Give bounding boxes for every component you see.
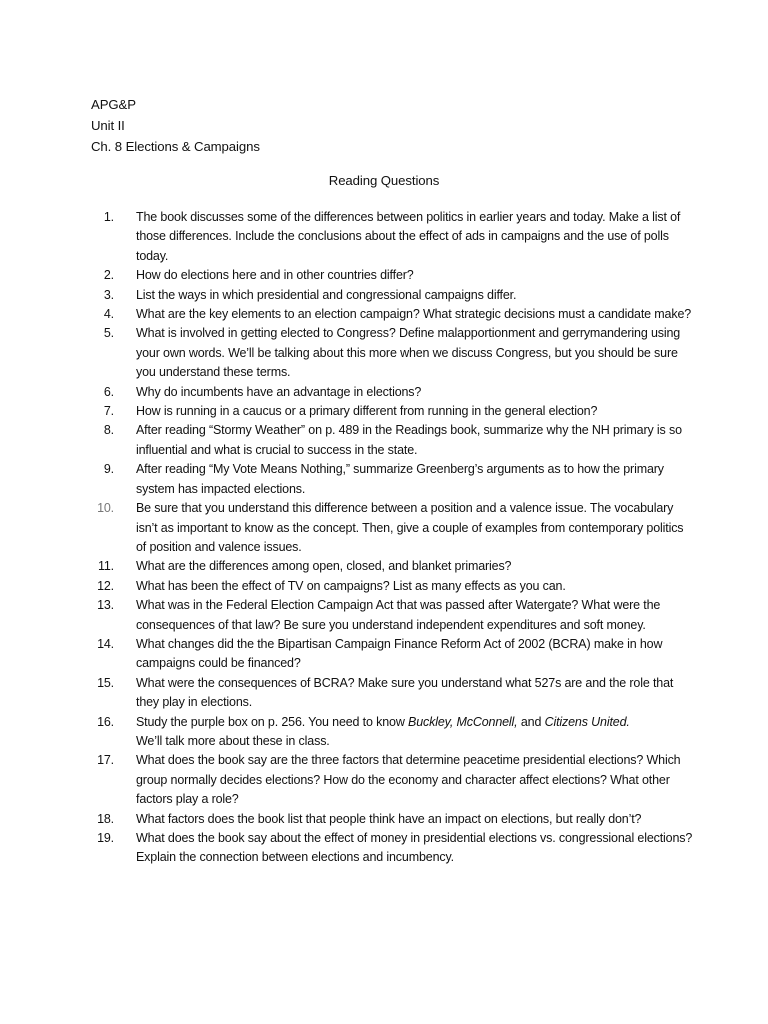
question-number: 17. — [97, 753, 114, 768]
question-item — [0, 402, 768, 421]
question-number: 15. — [97, 675, 114, 690]
question-number: 4. — [103, 307, 114, 322]
question-text: Be sure that you understand this difference between a position and a valence issue. The vocabulary isn’t as important to know as the concept. Then, give a couple of examples from contemporary politics of position and valence issues. — [136, 501, 684, 554]
question-item — [0, 596, 768, 635]
question-number: 5. — [103, 326, 114, 341]
question-number: 10. — [97, 501, 114, 516]
question-text-part: and — [517, 714, 545, 729]
question-text: What factors does the book list that people think have an impact on elections, but really don’t? — [136, 811, 642, 826]
question-item — [0, 286, 768, 305]
question-item — [0, 713, 768, 752]
question-number: 18. — [97, 811, 114, 826]
question-text: What was in the Federal Election Campaign Act that was passed after Watergate? What were the consequences of that law? Be sure you understand independent expenditures and soft money. — [136, 598, 661, 632]
question-text: What has been the effect of TV on campaigns? List as many effects as you can. — [136, 578, 566, 593]
question-text: What were the consequences of BCRA? Make sure you understand what 527s are and the role that they play in elections. — [136, 675, 674, 710]
question-number: 11. — [98, 559, 114, 574]
question-number: 8. — [103, 423, 114, 438]
question-item — [0, 499, 768, 557]
question-number: 12. — [97, 578, 114, 593]
question-item — [0, 557, 768, 576]
question-item — [0, 324, 768, 382]
case-name-italic: Citizens United. — [544, 714, 630, 729]
question-text-part: We’ll talk more about these in class. — [136, 733, 330, 748]
question-item — [0, 810, 768, 829]
course-code: APG&P — [91, 97, 136, 112]
question-text: What are the key elements to an election campaign? What strategic decisions must a candidate make? — [136, 307, 692, 322]
question-list — [0, 208, 768, 868]
question-number: 3. — [103, 287, 114, 302]
question-text: What does the book say about the effect of money in presidential elections vs. congressional elections? Explain the connection between elections and incumbency. — [136, 831, 693, 865]
question-number: 2. — [103, 268, 114, 283]
question-item — [0, 460, 768, 499]
question-number: 13. — [97, 598, 114, 613]
page-title: Reading Questions — [328, 173, 440, 188]
question-text: What does the book say are the three factors that determine peacetime presidential elections? Which group normally decides elections? How do the economy and character affect elections? What other factors play a role? — [136, 753, 681, 807]
question-item — [0, 421, 768, 460]
question-text: The book discusses some of the differences between politics in earlier years and today. Make a list of those differences. Include the conclusions about the effect of ads in campaigns and the use of polls today. — [136, 210, 681, 263]
question-text — [136, 713, 696, 752]
question-item — [0, 674, 768, 713]
question-text: How is running in a caucus or a primary different from running in the general election? — [136, 404, 598, 419]
question-item — [0, 266, 768, 285]
question-item — [0, 751, 768, 809]
question-number: 6. — [103, 384, 114, 399]
question-number: 9. — [103, 462, 114, 477]
question-number: 14. — [97, 636, 114, 651]
question-text-part: Study the purple box on p. 256. You need to know — [136, 714, 409, 729]
question-text: List the ways in which presidential and congressional campaigns differ. — [136, 287, 517, 302]
question-item — [0, 635, 768, 674]
question-number: 19. — [97, 831, 114, 845]
question-text: What changes did the the Bipartisan Campaign Finance Reform Act of 2002 (BCRA) make in how campaigns could be financed? — [136, 636, 663, 671]
question-item — [0, 829, 768, 868]
question-item — [0, 383, 768, 402]
document-header — [91, 94, 260, 157]
unit-label: Unit II — [91, 118, 125, 133]
question-text: Why do incumbents have an advantage in elections? — [136, 384, 422, 399]
question-number: 7. — [103, 404, 114, 419]
question-item — [0, 208, 768, 266]
chapter-title: Ch. 8 Elections & Campaigns — [91, 139, 260, 154]
question-text: How do elections here and in other countries differ? — [136, 268, 414, 283]
question-number: 16. — [97, 714, 114, 729]
question-item — [0, 305, 768, 324]
case-names-italic: Buckley, McConnell, — [408, 714, 518, 729]
question-text: After reading “Stormy Weather” on p. 489 in the Readings book, summarize why the NH primary is so influential and what is crucial to success in the state. — [136, 423, 682, 457]
question-item — [0, 577, 768, 596]
question-number: 1. — [103, 210, 114, 224]
question-text: After reading “My Vote Means Nothing,” summarize Greenberg’s arguments as to how the primary system has impacted elections. — [136, 462, 664, 496]
question-text: What is involved in getting elected to Congress? Define malapportionment and gerrymandering using your own words. We’ll be talking about this more when we discuss Congress, but you should be sure you understand these terms. — [136, 326, 681, 380]
question-text: What are the differences among open, closed, and blanket primaries? — [136, 559, 512, 574]
